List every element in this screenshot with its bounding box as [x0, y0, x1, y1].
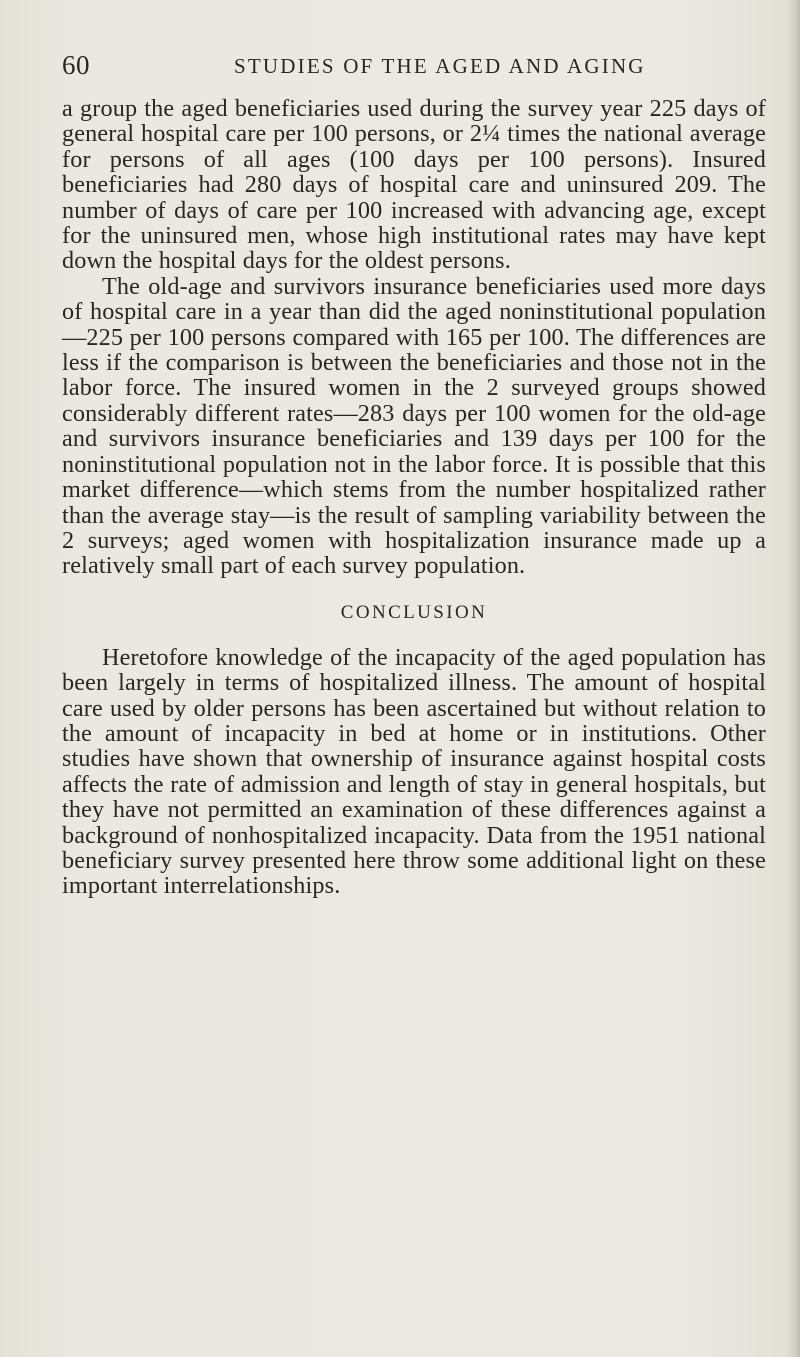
running-head: STUDIES OF THE AGED AND AGING: [234, 54, 646, 78]
page-header: [62, 50, 762, 86]
paragraph-conclusion: Heretofore knowledge of the incapacity of the aged population has been largely in terms of hospitalized illness. The amount of hospital care used by older persons has been ascertained but without relation to the amount of incapacity in bed at home or in institutions. Other studies have shown that ownership of insurance against hospital costs affects the rate of admission and length of stay in general hospitals, but they have not permitted an examination of these differences against a background of nonhospitalized incapacity. Data from the 1951 national beneficiary survey presented here throw some additional light on these important interrelationships.: [62, 643, 766, 900]
section-heading-conclusion: CONCLUSION: [340, 601, 488, 623]
paragraph-beneficiaries: The old-age and survivors insurance beneficiaries used more days of hospital care in a year than did the aged noninstitutional population—225 per 100 persons compared with 165 per 100. The differences are less if the comparison is between the beneficiaries and those not in the labor force. The insured women in the 2 surveyed groups showed considerably different rates—283 days per 100 women for the old-age and survivors insurance beneficiaries and 139 days per 100 for the noninstitutional population not in the labor force. It is possible that this market difference—which stems from the number hospitalized rather than the average stay—is the result of sampling variability between the 2 surveys; aged women with hospitalization insurance made up a relatively small part of each survey population.: [62, 272, 766, 580]
paragraph-continued: a group the aged beneficiaries used during the survey year 225 days of general hospital care per 100 persons, or 2¼ times the national average for persons of all ages (100 days per 100 persons). Insured beneficiaries had 280 days of hospital care and uninsured 209. The number of days of care per 100 increased with advancing age, except for the uninsured men, whose high institutional rates may have kept down the hospital days for the oldest persons.: [62, 95, 766, 275]
page-edge-shadow: [786, 0, 800, 1357]
page-number: 60: [62, 50, 90, 80]
body-text: [62, 96, 766, 899]
